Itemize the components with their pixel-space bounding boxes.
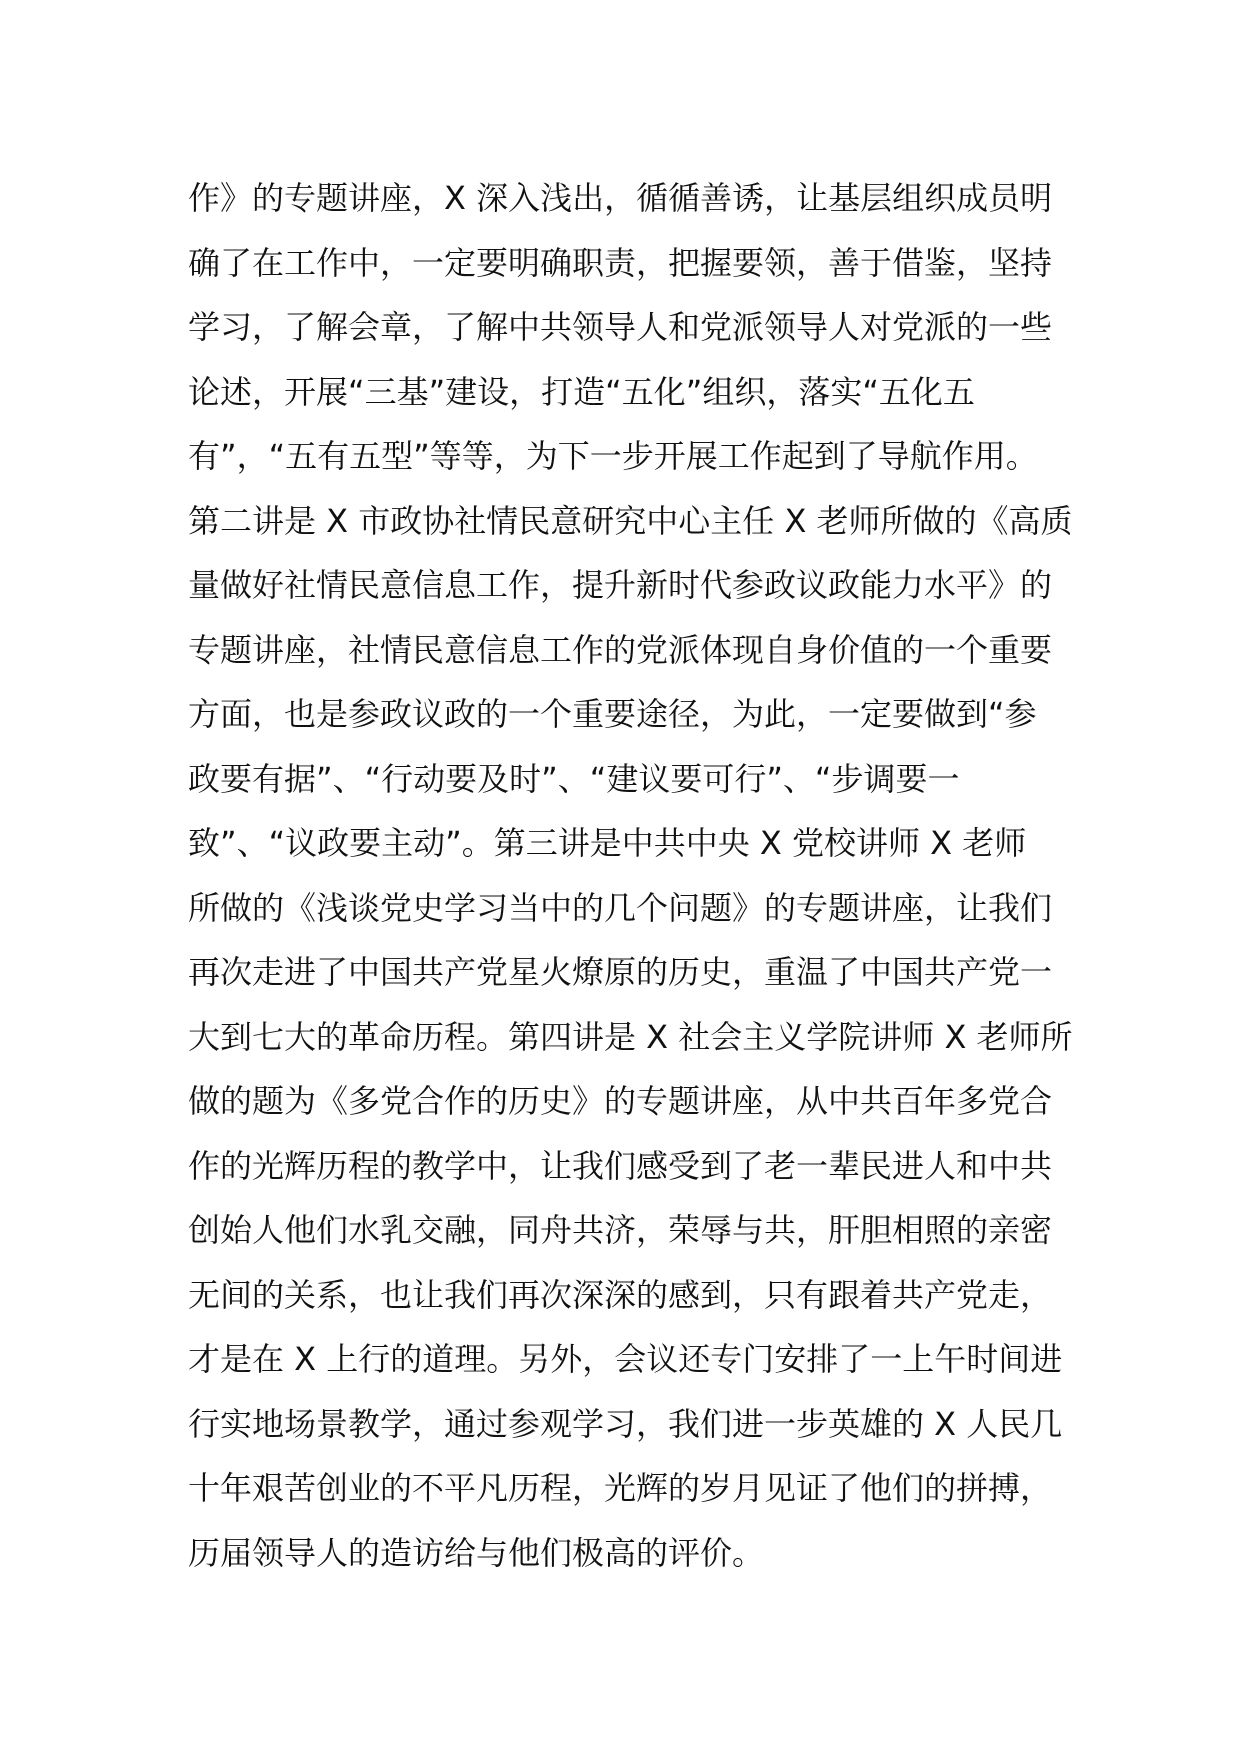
- text-line: 才是在 X 上行的道理。另外，会议还专门安排了一上午时间进: [188, 1340, 1063, 1378]
- text-line: 无间的关系，也让我们再次深深的感到，只有跟着共产党走，: [188, 1275, 1053, 1314]
- text-line: 行实地场景教学，通过参观学习，我们进一步英雄的 X 人民几: [188, 1404, 1063, 1443]
- text-line: 作》的专题讲座，X 深入浅出，循循善诱，让基层组织成员明: [188, 179, 1053, 217]
- text-line: 创始人他们水乳交融，同舟共济，荣辱与共，肝胆相照的亲密: [188, 1211, 1053, 1249]
- text-line: 量做好社情民意信息工作，提升新时代参政议政能力水平》的: [188, 566, 1053, 604]
- text-line: 论述，开展“三基”建设，打造“五化”组织，落实“五化五: [188, 372, 975, 411]
- text-line: 致”、“议政要主动”。第三讲是中共中央 X 党校讲师 X 老师: [188, 824, 1027, 862]
- text-line: 政要有据”、“行动要及时”、“建议要可行”、“步调要一: [188, 759, 960, 798]
- text-line: 作的光辉历程的教学中，让我们感受到了老一辈民进人和中共: [188, 1146, 1053, 1185]
- text-line: 十年艰苦创业的不平凡历程，光辉的岁月见证了他们的拼搏，: [188, 1469, 1053, 1507]
- text-line: 做的题为《多党合作的历史》的专题讲座，从中共百年多党合: [188, 1082, 1053, 1120]
- text-line: 再次走进了中国共产党星火燎原的历史，重温了中国共产党一: [188, 953, 1053, 991]
- text-line: 确了在工作中，一定要明确职责，把握要领，善于借鉴，坚持: [188, 243, 1053, 282]
- text-line: 第二讲是 X 市政协社情民意研究中心主任 X 老师所做的《高质: [188, 501, 1073, 540]
- text-line: 大到七大的革命历程。第四讲是 X 社会主义学院讲师 X 老师所: [188, 1017, 1073, 1056]
- text-line: 专题讲座，社情民意信息工作的党派体现自身价值的一个重要: [188, 630, 1053, 669]
- text-line: 所做的《浅谈党史学习当中的几个问题》的专题讲座，让我们: [188, 888, 1053, 927]
- body-paragraph: [188, 166, 1073, 1585]
- text-line: 学习，了解会章，了解中共领导人和党派领导人对党派的一些: [188, 308, 1053, 346]
- text-line: 方面，也是参政议政的一个重要途径，为此，一定要做到“参: [188, 695, 1037, 733]
- text-line: 有”，“五有五型”等等，为下一步开展工作起到了导航作用。: [188, 437, 1038, 475]
- text-line: 历届领导人的造访给与他们极高的评价。: [188, 1533, 765, 1572]
